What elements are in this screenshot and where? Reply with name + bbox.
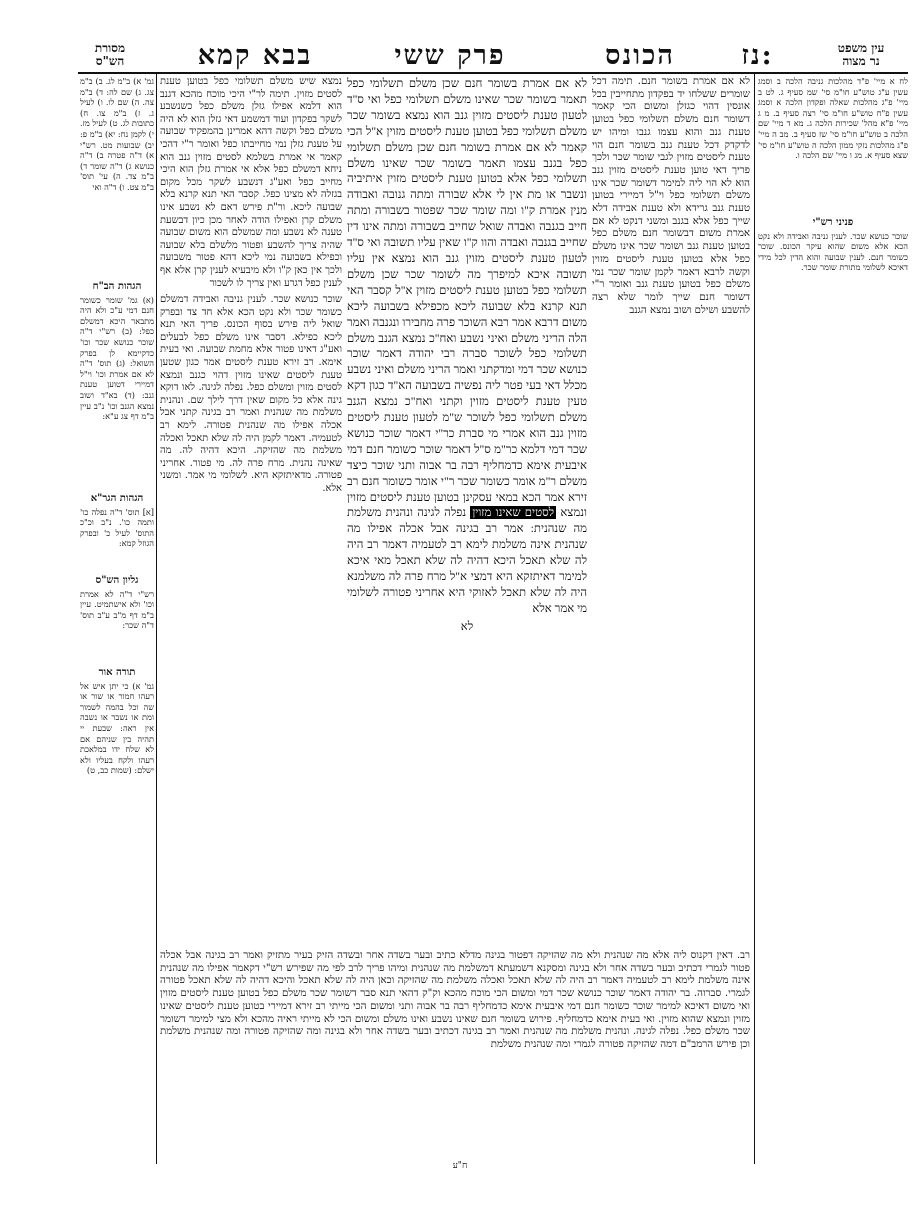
header-rule [78, 72, 908, 74]
tosafot-right-column: לא אם אמרת בשומר חנם. תימה דכל שומרים ששלחו יד בפקדון מתחייבין בכל אונסין דהוי כגזלן ומשום הכי קאמר דשומר חנם משלם תשלומי כפל בטוען טענת גנב והוא עצמו גנבו ומיהו יש לדקדק דכל טענת גנב בשומר חנם הוי טענת ליסטים מזוין לגבי שומר שכר ולכך פריך דאי טוען טענת ליסטים מזוין גנב הוא לא הוי ליה למימר דשומר שכר אינו משלם תשלומי כפל וי"ל דמיירי בטוען טענת גנב גרידא ולא טענת אבידה דלא שייך כפל אלא בגנב ומשני דנקט לא אם אמרת משום דבשומר חנם משלם כפל בטוען טענת גנב ושומר שכר אינו משלם כפל אלא בטוען טענת ליסטים מזוין וקשה לרבא דאמר לקמן שומר שכר נמי משלם כפל בטוען טענת גנב ואומר ר"י דשומר חנם שייך לומר שלא רצה להשבע ושילם ושוב נמצא הגנב [592, 76, 750, 316]
perek-label: פרק ששי [394, 39, 506, 71]
masoret-header: מסורת הש"ס [94, 41, 126, 68]
gilyon-title: גליון הש"ס [95, 575, 139, 586]
page-signature: ח"ע [452, 1161, 468, 1171]
hagahot-bach-title: הגהות הב"ח [92, 281, 142, 292]
gemara-catchword: לא [460, 619, 474, 633]
tosafot-bottom: רב. דאין דקנוס ליה אלא מה שנהנית ולא מה שהזיקה דפטור בגינה מדלא כתיב ובער בשדה אחר ובשדה הזיק בעיר מתזיק ואמר רב בגינה אבל אכלה פטור לגמרי דכתיב ובער בשדה אחר ולא בגינה ומסקנא דשמעתא דמשלמת מה שנהנית ומיהו פריך לרב לפי מה שפירש רש"י דקאמר אפילו מה שנהנית אינה משלמת לימא רב לטעמיה דאמר רב היה לה שלא תאכל ואכלה משלמת מה שהזיקה וכאן היה לה שלא תאכל והיכא דהיה לה שלא תאכל פטורה לגמרי. סברוה. בר יהודה דאמר שוכר כנושא שכר דמי ומשום הכי מוכח מהכא וק"ק דהאי תנא סבר דשומר שכר משלם כפל בטוען טענת ליסטים מזוין ואי משום דאיכא למימר שוכר כשומר חנם דמי איבעית אימא כדמחליף רבה בר אבוה ותני ומשום הכי מייתי רב זירא דמיירי בטוען טענת ליסטים שאינו מזוין ונמצא שהוא מזוין. ואי בעית אימא כדמחליף. פירוש בשומר חנם שאינו נשבע ואינו משלם ומשום הכי לא מייתי ראיה מהכא ולא מצי למימר דשומר שכר משלם כפל. נפלה לגינה. ונהנית משלמת מה שנהנית ואמר רב בגינה דכתיב ובער בשדה אחר ולא בגינה ומה שהזיקה פטורה ומה שנהנית משלמת וכן פירש הרמב"ם דמה שהזיקה פטורה לגמרי ומה שנהנית משלמת [160, 950, 750, 1050]
hagahot-bach-box: הגהות הב"ח (א) גמ' שומר כשומר חנם דמי ע"כ ולא היה מתבאר היכא דמשלם כפל: (ב) רש"י ד"ה שוכר כנושא שכר וכו' כדקיימא לן בפרק השואל: (ג) תוס' ד"ה לא אם אמרת וכו' וי"ל דמיירי דטוען טענת גנב: (ד) בא"ד ושוב נמצא הגנב וכו' נ"ב עיין ב"מ דף צג ע"א: [80, 281, 154, 422]
penei-rashi-title: פניני רש"י [812, 217, 854, 228]
gemara-boxed-term: לסטים שאינו מזוין [472, 506, 555, 520]
gemara-column [347, 76, 587, 946]
rashi-column: נמצא שיש משלם תשלומי כפל בטוען טענת לסטים מזוין. תימה לר"י היכי מוכח מהכא דגנב הוא דלמא אפילו גזלן משלם כפל כשנשבע לשקר בפקדון ועוד דמשמע דאי גזלן הוא לא היה משלם כפל וקשה דהא אמרינן בהמפקיד שבועה על טענת גזלן נמי מחייבתו כפל ואומר ר"י דהכי קאמר אי אמרת בשלמא לסטים מזוין גנב הוא ניחא דמשלם כפל אלא אי אמרת גזלן הוא היכי מחייב כפל ואע"ג דנשבע לשקר מכל מקום בגזלה לא מצינו כפל. קסבר האי תנא קרנא בלא שבועה ליכא. ור"ת פירש דאם לא נשבע אינו משלם קרן ואפילו הודה לאחר מכן כיון דבשעת טענה לא נשבע ומה שמשלם הוא משום שבועה שהיה צריך להשבע ופטור מלשלם בלא שבועה וכפילא בשבועה נמי ליכא דהא פטור משבועה ולכך אין כאן ק"ו ולא מיבעיא לענין קרן אלא אף לענין כפל דגרע ואין צריך לו לשכור שוכר כנושא שכר. לענין גניבה ואבידה דמשלם כשומר שכר ולא נקט הכא אלא חד צד ובפרק שואל ליה פירש בסוף הכונס. פריך האי תנא ליכא כפילא. דסבר אינו משלם כפל לבעלים ואע"ג דאינו פטור אלא מחמת שבועה. ואי בעית אימא. רב זירא טענת ליסטים אמר כגון שטען טענת ליסטים שאינו מזוין דהוי כגנב ונמצא לסטים מזוין ומשלם כפל. נפלה לגינה. לאו דוקא גינה אלא כל מקום שאין דרך לילך שם. ונהנית משלמת מה שנהנית ואמר רב בגינה קתני אבל אכלה אפילו מה שנהנית פטורה. לימא רב לטעמיה. דאמר לקמן היה לה שלא תאכל ואכלה משלמת מה שהזיקה. היכא דהיה לה. מה שאינה נהנית. מרח פרה לה. מי פטור. אחריני פטורה. מדאיתזקא היא. לשלומי מי אמר. ומשני אלא. [160, 76, 342, 494]
gemara-text: לא אם אמרת בשומר חנם שכן משלם תשלומי כפל תאמר בשומר שכר שאינו משלם תשלומי כפל ואי ס"ד לטעון טענת ליסטים מזוין גנב הוא נמצא בשומר שכר משלם תשלומי כפל בטוען טענת ליסטים מזוין א"ל הכי קאמר לא אם אמרת בשומר חנם שכן משלם תשלומי כפל בגנב עצמו תאמר בשומר שכר שאינו משלם תשלומי כפל אלא בטוען טענת ליסטים מזוין איתיביה ונשבר או מת אין לי אלא שבורה ומתה גנובה ואבודה מנין אמרת ק"ו ומה שומר שכר שפטור בשבורה ומתה חייב בגנבה ואבדה שואל שחייב בשבורה ומתה אינו דין שחייב בגנבה ואבדה והוו ק"ו שאין עליו תשובה ואי ס"ד לטעון טענת ליסטים מזוין גנב הוא נמצא אין עליו תשובה איכא למיפרך מה לשומר שכר שכן משלם תשלומי כפל בטוען טענת ליסטים מזוין א"ל קסבר האי תנא קרנא בלא שבועה ליכא מכפילא בשבועה ליכא משום דרבא אמר רבא השוכר פרה מחבירו ונגנבה ואמר הלה הריני משלם ואיני נשבע ואח"כ נמצא הגנב משלם תשלומי כפל לשוכר סברה רבי יהודה דאמר שוכר כנושא שכר דמי ומדקתני ואמר הריני משלם ואיני נשבע מכלל דאי בעי פטר ליה נפשיה בשבועה הא"ד כגון דקא טעין טענת ליסטים מזוין וקתני ואח"כ נמצא הגנב משלם תשלומי כפל לשוכר ש"מ לטעון טענת ליסטים מזוין גנב הוא אמרי מי סברת כר"י דאמר שוכר כנושא שכר דמי דלמא כר"מ ס"ל דאמר שוכר כשומר חנם דמי איבעית אימא כדמחליף רבה בר אבוה ותני שוכר כיצד משלם ר"מ אומר כשומר שכר ר"י אומר כשומר חנם רב זירא אמר הכא במאי עסקינן בטוען טענת ליסטים מזוין ונמצא לסטים שאינו מזוין נפלה לגינה ונהנית משלמת מה שנהנית: אמר רב בגינה אבל אכלה אפילו מה שנהנית אינה משלמת לימא רב לטעמיה דאמר רב היה לה שלא תאכל היכא דהיה לה שלא תאכל מאי איכא למימר דאיתזקא היא דמצי א"ל מרח פרה לה משלמנא היה לה שלא תאכל לאזוקי היא אחריני פטורה לשלומי מי אמר אלא [347, 77, 587, 615]
folio-number: נז: [741, 39, 774, 71]
tractate-name: בבא קמא [197, 39, 313, 71]
ein-mishpat-column: לח א מיי' פ"ד מהלכות גניבה הלכה ב וסמג עשין ע"ג טוש"ע חו"מ סי' שמ סעיף ג. לט ב מיי' פ"ג מהלכות שאלה ופקדון הלכה א וסמג עשין פ"ח טוש"ע חו"מ סי' רצה סעיף ב. מ ג מיי' פ"א מהל' שכירות הלכה ג. מא ד מיי' שם הלכה ב טוש"ע חו"מ סי' שז סעיף ב. מב ה מיי' פ"ג מהלכות נזקי ממון הלכה ה טוש"ע חו"מ סי' שצא סעיף א. מג ו מיי' שם הלכה ו. [758, 76, 908, 161]
hagahot-gra-title: הגהות הגר"א [90, 493, 144, 504]
left-margin-rule [156, 74, 157, 1164]
hagahot-gra-box: הגהות הגר"א [א] תוס' ד"ה נפלה כו' ותמה כו'. נ"ב וכ"כ התוס' לעיל כ' ובפרק הגוזל קמא: [80, 493, 154, 549]
penei-rashi-box: פניני רש"י שוכר כנושא שכר. לענין גניבה ואבידה ולא נקט הכא אלא משום שהוא עיקר הכונס. שוכר כשומר חנם. לענין שבועה והוא הדין לכל מידי דאיכא לשלומי מתורת שומר שכר. [758, 217, 908, 273]
masoret-column: גמ' א) ב"מ לג. ב) ב"מ צג. ג) שם לה: ד) ב"מ צה. ה) שם לו. ו) לעיל ג. ז) ב"מ צו. ח) כתובות לג. ט) לעיל מז. י) לקמן נח: יא) ב"מ פ: יב) שבועות מט. רש"י א) ד"ה פטרה ב) ד"ה כנושא ג) ד"ה שומר ד) ב"מ צד. ה) עי' תוס' ב"מ צט. ו) ד"ה ואי [80, 76, 154, 192]
torah-or-title: תורה אור [98, 667, 136, 678]
gilyon-box: גליון הש"ס רש"י ד"ה לא אמרת וכו' ולא אישתמיט. עיין ב"מ דף מ"ב ע"ב תוס' ד"ה שכר: [80, 575, 154, 631]
torah-or-box: תורה אור גמ' א) כי יתן איש אל רעהו חמור או שור או שה וכל בהמה לשמור ומת או נשבר או נשבה אין ראה: שבעת יי תהיה בין שניהם אם לא שלח ידו במלאכת רעהו ולקח בעליו ולא ישלם: (שמות כב, ט) [80, 667, 154, 776]
chapter-name: הכונס [605, 39, 675, 71]
ein-mishpat-header: עין משפט נר מצוה [837, 41, 885, 68]
right-margin-rule [754, 74, 755, 1164]
